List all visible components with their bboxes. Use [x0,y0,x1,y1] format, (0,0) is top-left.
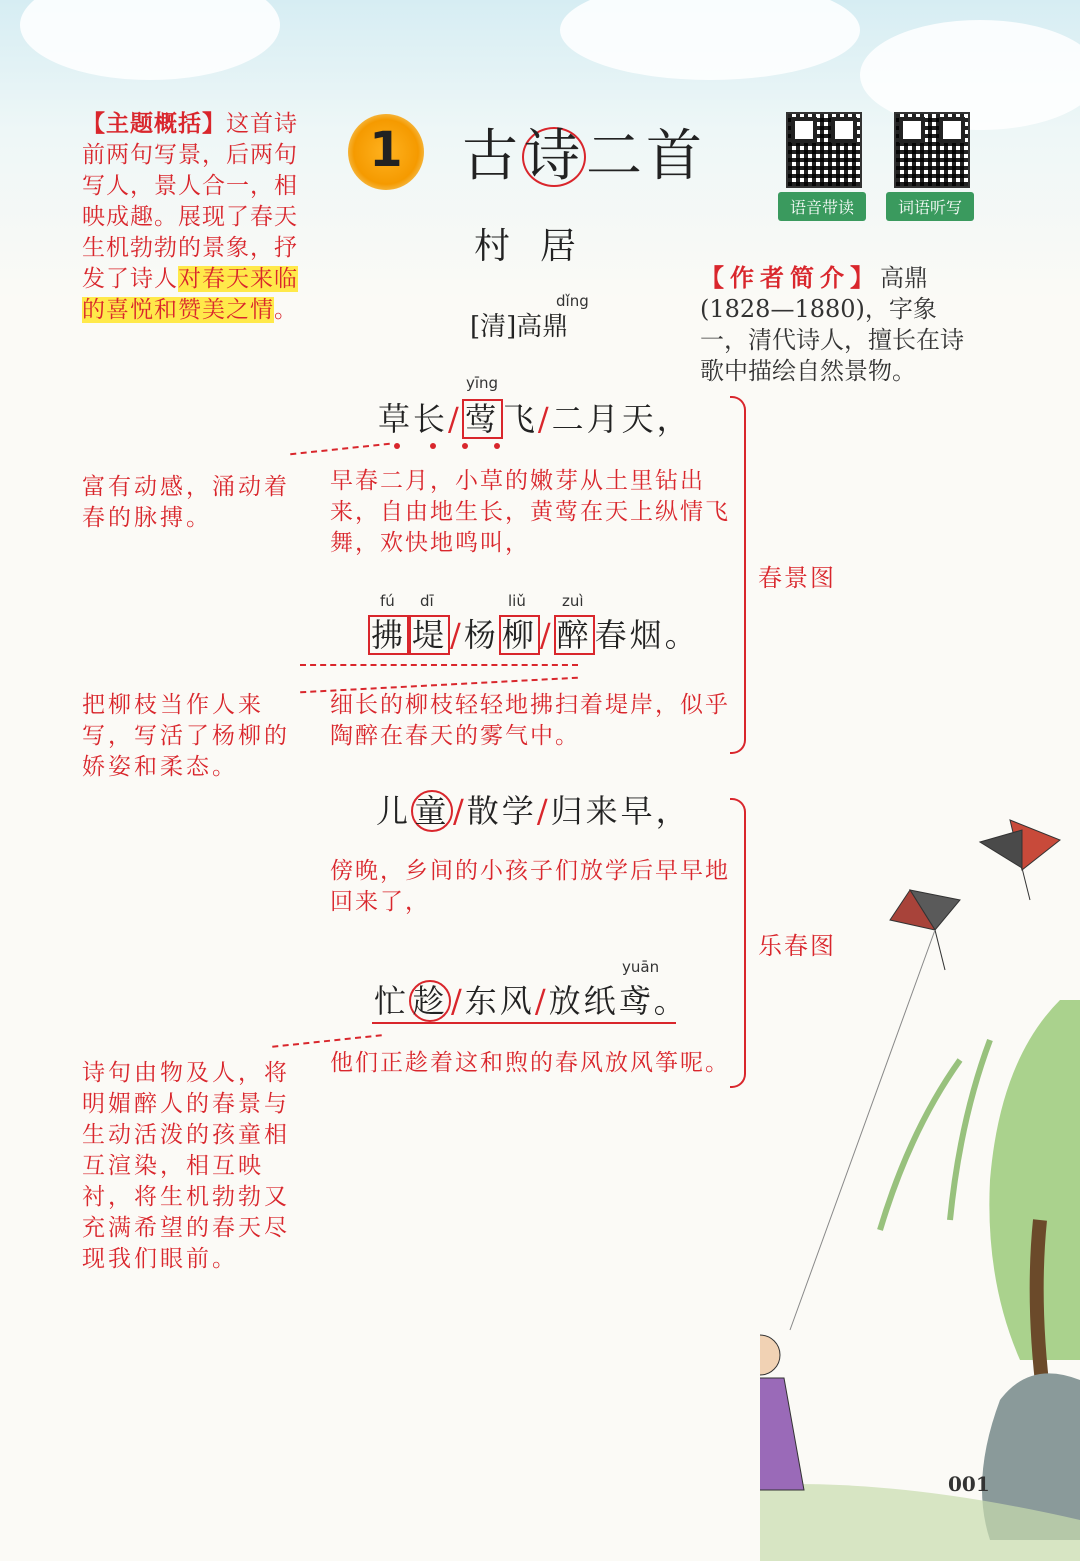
author-intro-tag: 【作者简介】 [700,263,880,292]
pinyin: dǐng [556,292,589,310]
child-icon [760,1335,804,1490]
pause-mark: / [536,792,551,830]
pause-mark: / [448,400,462,438]
translation-2: 细长的柳枝轻轻地拂扫着堤岸，似乎陶醉在春天的雾气中。 [330,692,730,749]
connector-line [300,664,578,666]
poem-text: 放纸鸢。 [548,982,689,1020]
author-intro [700,262,972,387]
theme-highlight: 对春天来临的喜悦和赞美之情 [82,266,298,323]
pinyin: yīng [466,374,499,392]
section-brace [730,396,746,754]
qr-label: 词语听写 [886,192,974,221]
title-char-circled: 诗 [524,124,584,189]
theme-tag: 【主题概括】 [82,110,226,137]
theme-text: 这首诗前两句写景，后两句写人，景人合一，相映成趣。展现了春天生机勃勃的景象，抒发了诗人 [82,111,298,292]
qr-code-icon [894,112,970,188]
poem-line-1 [378,394,692,440]
author-intro-text: 高鼎(1828—1880)，字象一，清代诗人，擅长在诗歌中描绘自然景物。 [700,264,964,385]
cloud-decoration [560,0,860,80]
poem-text: 春烟。 [594,616,700,654]
poem-line-3 [376,786,691,832]
note-3: 诗句由物及人，将明媚醉人的春景与生动活泼的孩童相互渲染，相互映衬，将生机勃勃又充满希望的春天尽现我们眼前。 [82,1060,290,1272]
translation-3: 傍晚，乡间的小孩子们放学后早早地回来了， [330,858,730,915]
poem-text: 散学 [466,792,537,830]
poem-author: [清]高鼎 [470,312,569,342]
pause-mark: / [453,792,467,830]
poem-text: 杨 [463,616,499,654]
pinyin: yuān [622,958,660,976]
circled-char: 趁 [409,980,451,1022]
boxed-char: 拂 [368,615,409,655]
emphasis-dot [494,443,500,449]
lesson-title [462,112,706,192]
kite-icon [980,820,1060,900]
lesson-number-badge [348,114,424,190]
poem-line-4 [374,976,689,1022]
poem-text: 飞 [502,400,538,438]
pinyin: fú [380,592,395,610]
title-char: 二首 [586,124,706,189]
emphasis-dot [462,443,468,449]
emphasis-dot [394,443,400,449]
pause-mark: / [534,982,549,1020]
note-2: 把柳枝当作人来写，写活了杨柳的娇姿和柔态。 [82,692,290,780]
poem-text: 东风 [464,982,535,1020]
qr-label: 语音带读 [778,192,866,221]
poem-text: 归来早， [550,792,691,830]
connector-line [290,443,390,455]
note-1: 富有动感，涌动着春的脉搏。 [82,474,290,531]
illustration-kites-willow-children [760,800,1080,1561]
circled-char: 童 [411,790,453,832]
pause-mark: / [537,400,552,438]
theme-end: 。 [274,297,298,323]
lesson-number: 1 [369,122,403,178]
pause-mark: / [451,982,465,1020]
qr-code-icon [786,112,862,188]
poem-title: 村居 [474,226,607,267]
pause-mark: / [539,616,554,654]
boxed-char: 醉 [554,615,595,655]
poem-line-2 [368,610,700,656]
boxed-char: 柳 [499,615,540,655]
boxed-char: 莺 [462,399,503,439]
pinyin: zuì [562,592,584,610]
poem-text: 儿 [376,792,412,830]
section-label-spring-scene: 春景图 [758,564,836,592]
pinyin: liǔ [508,592,526,610]
underline [372,1022,676,1024]
page-number: 001 [948,1472,990,1496]
pinyin: dī [420,592,434,610]
cloud-decoration [20,0,280,80]
translation-1: 早春二月，小草的嫩芽从土里钻出来，自由地生长，黄莺在天上纵情飞舞，欢快地鸣叫， [330,468,730,556]
poem-text: 二月天， [551,400,692,438]
qr-word-dictation[interactable] [886,112,974,221]
connector-line [272,1034,382,1047]
boxed-char: 堤 [409,615,450,655]
title-char: 古 [462,124,522,189]
emphasis-dot [430,443,436,449]
poem-text: 忙 [374,982,410,1020]
pause-mark: / [450,616,464,654]
poem-text: 草长 [378,400,449,438]
qr-audio-reading[interactable] [778,112,866,221]
section-brace [730,798,746,1088]
translation-4: 他们正趁着这和煦的春风放风筝呢。 [330,1050,730,1076]
section-label-joy-scene: 乐春图 [758,932,836,960]
theme-summary [82,108,302,326]
